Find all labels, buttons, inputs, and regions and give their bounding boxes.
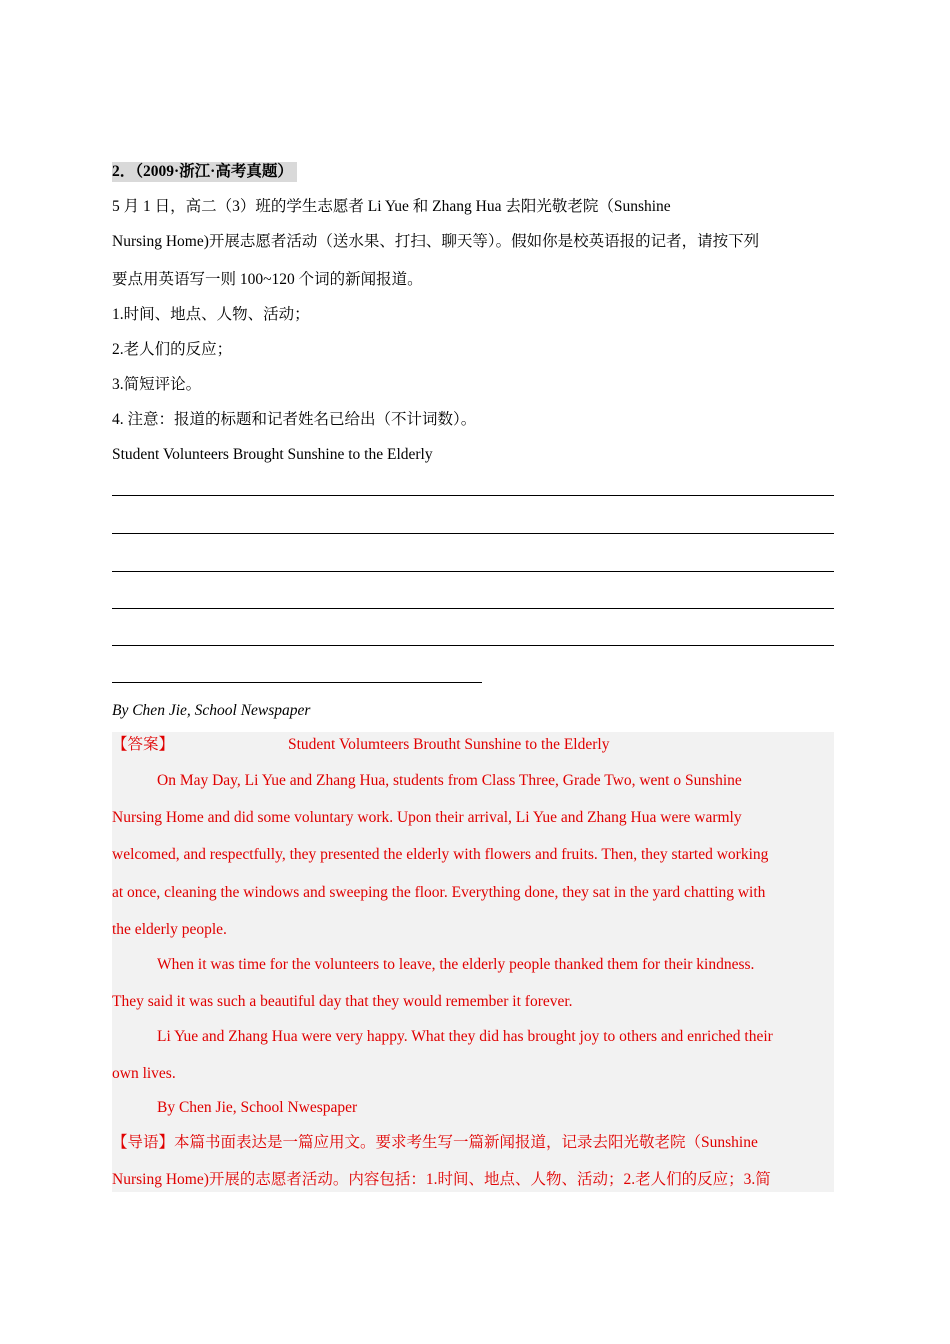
answer-line-text: When it was time for the volunteers to leave, the elderly people thanked them for their kindness. (157, 956, 755, 973)
prompt-line: 5 月 1 日，高二（3）班的学生志愿者 Li Yue 和 Zhang Hua 去阳光敬老院（Sunshine (112, 198, 671, 215)
answer-line (112, 533, 834, 534)
guide-label: 【导语】 (112, 1134, 175, 1151)
guide-line: Nursing Home)开展的志愿者活动。内容包括：1.时间、地点、人物、活动；2.老人们的反应；3.简 (112, 1171, 771, 1188)
answer-line (112, 682, 482, 683)
question-heading: 2．（2009·浙江·高考真题） (112, 162, 297, 182)
prompt-line: Nursing Home)开展志愿者活动（送水果、打扫、聊天等）。假如你是校英语报的记者，请按下列 (112, 233, 760, 250)
answer-line-text: Li Yue and Zhang Hua were very happy. What they did has brought joy to others and enriched their (157, 1028, 773, 1045)
answer-line (112, 645, 834, 646)
answer-line-text: at once, cleaning the windows and sweeping the floor. Everything done, they sat in the yard chatting with (112, 884, 766, 901)
answer-line-text: They said it was such a beautiful day that they would remember it forever. (112, 993, 573, 1010)
prompt-line: 要点用英语写一则 100~120 个词的新闻报道。 (112, 271, 423, 288)
point-item: 3.简短评论。 (112, 376, 202, 393)
answer-line (112, 571, 834, 572)
answer-title: Student Volumteers Broutht Sunshine to the Elderly (288, 736, 610, 753)
answer-line-text: the elderly people. (112, 921, 227, 938)
answer-line-text: welcomed, and respectfully, they presented the elderly with flowers and fruits. Then, they started working (112, 846, 769, 863)
guide-line (112, 1133, 758, 1153)
answer-line (112, 495, 834, 496)
point-item: 1.时间、地点、人物、活动； (112, 306, 310, 323)
answer-line (112, 608, 834, 609)
essay-title: Student Volunteers Brought Sunshine to the Elderly (112, 446, 433, 463)
guide-text: 本篇书面表达是一篇应用文。要求考生写一篇新闻报道，记录去阳光敬老院（Sunshine (174, 1134, 758, 1151)
answer-line-text: own lives. (112, 1065, 176, 1082)
answer-line-text: On May Day, Li Yue and Zhang Hua, students from Class Three, Grade Two, went o Sunshine (157, 772, 742, 789)
point-item: 4. 注意：报道的标题和记者姓名已给出（不计词数）。 (112, 411, 477, 428)
point-item: 2.老人们的反应； (112, 341, 233, 358)
answer-line-text: Nursing Home and did some voluntary work. Upon their arrival, Li Yue and Zhang Hua were warmly (112, 809, 742, 826)
byline: By Chen Jie, School Newspaper (112, 702, 311, 719)
answer-byline: By Chen Jie, School Nwespaper (157, 1099, 358, 1116)
answer-label: 【答案】 (112, 736, 175, 753)
